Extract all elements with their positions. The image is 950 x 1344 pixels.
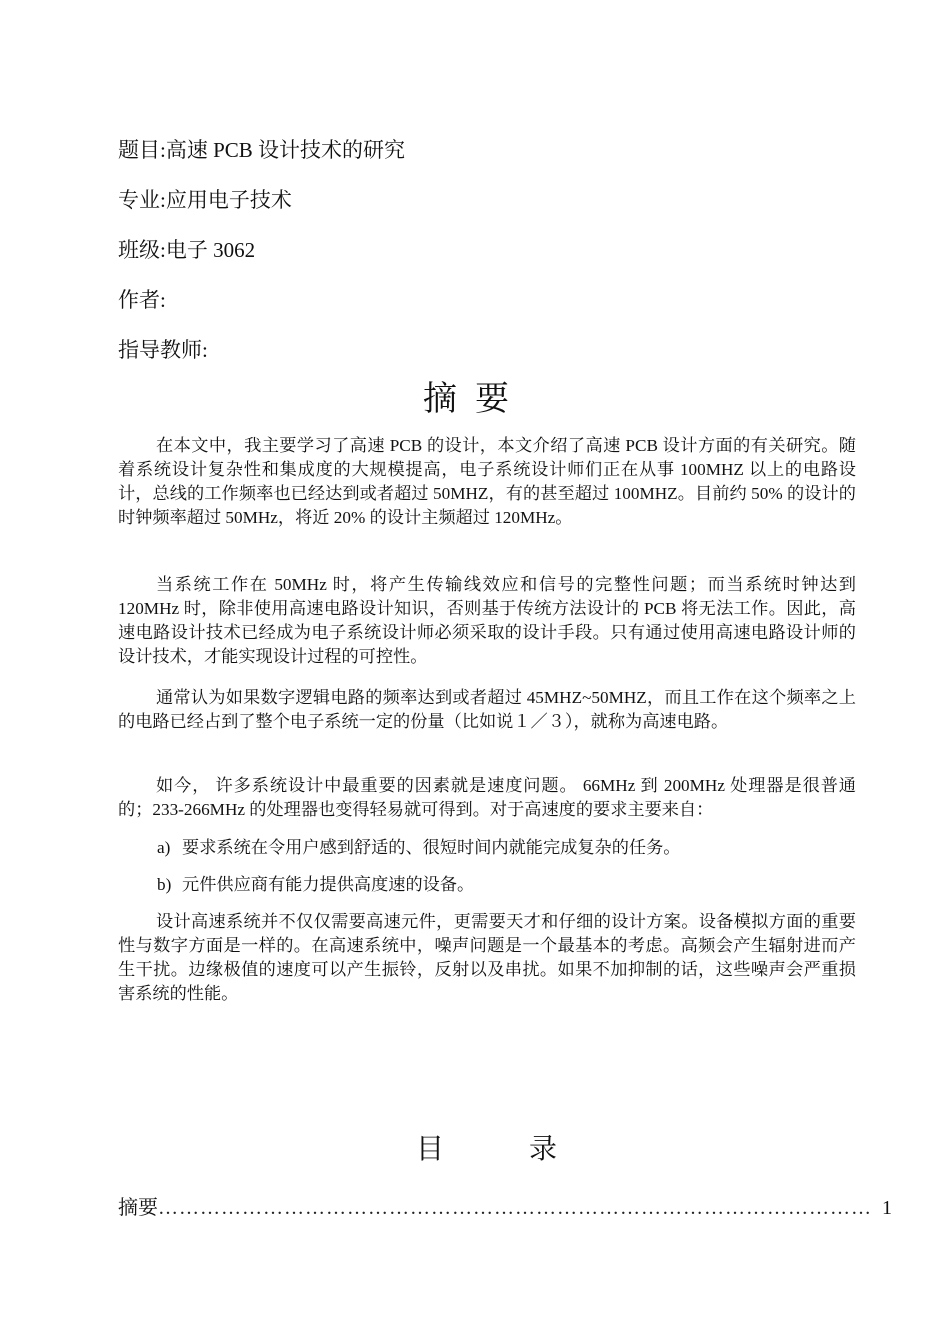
toc-entry-leader: ………………………………………………………………………………………… (158, 1197, 872, 1219)
abstract-paragraph-1: 在本文中，我主要学习了高速 PCB 的设计，本文介绍了高速 PCB 设计方面的有关研究。随着系统设计复杂性和集成度的大规模提高，电子系统设计师们正在从事 100MHZ 以上的电路设计，总线的工作频率也已经达到或者超过 50MHZ，有的甚至超过 100MHZ。目前约 50% 的设计的时钟频率超过 50MHz，将近 20% 的设计主频超过 120MHz。 (118, 436, 856, 527)
toc-entry[interactable] (118, 1195, 892, 1221)
major-line: 专业:应用电子技术 (118, 188, 292, 212)
list-item (157, 836, 857, 860)
author-line: 作者: (118, 288, 166, 312)
list-item-text: 元件供应商有能力提供高度速的设备。 (182, 875, 475, 894)
abstract-closing-paragraph: 设计高速系统并不仅仅需要高速元件，更需要天才和仔细的设计方案。设备模拟方面的重要性与数字方面是一样的。在高速系统中，噪声问题是一个最基本的考虑。高频会产生辐射进而产生干扰。边缘极值的速度可以产生振铃，反射以及串扰。如果不加抑制的话，这些噪声会严重损害系统的性能。 (118, 912, 856, 1003)
toc-heading-right: 录 (529, 1134, 558, 1165)
thesis-title-line: 题目:高速 PCB 设计技术的研究 (118, 138, 406, 162)
advisor-line: 指导教师: (118, 338, 208, 362)
toc-heading-left: 目 (416, 1134, 445, 1165)
toc-entry-page-number: 1 (882, 1197, 892, 1219)
abstract-paragraph-3: 通常认为如果数字逻辑电路的频率达到或者超过 45MHZ~50MHZ，而且工作在这个频率之上的电路已经占到了整个电子系统一定的份量（比如说１／３），就称为高速电路。 (118, 688, 856, 731)
abstract-heading: 摘要 (423, 381, 527, 418)
list-marker: a) (157, 838, 171, 857)
list-item-text: 要求系统在令用户感到舒适的、很短时间内就能完成复杂的任务。 (182, 838, 681, 857)
list-item (157, 873, 857, 897)
abstract-paragraph-4: 如今， 许多系统设计中最重要的因素就是速度问题。 66MHz 到 200MHz 处理器是很普通的；233-266MHz 的处理器也变得轻易就可得到。对于高速度的要求主要来自： (118, 776, 856, 819)
toc-heading (0, 1130, 950, 1170)
abstract-paragraph-2: 当系统工作在 50MHz 时，将产生传输线效应和信号的完整性问题；而当系统时钟达到 120MHz 时，除非使用高速电路设计知识，否则基于传统方法设计的 PCB 将无法工作。因此，高速电路设计技术已经成为电子系统设计师必须采取的设计手段。只有通过使用高速电路设计师的设计技术，才能实现设计过程的可控性。 (118, 575, 856, 666)
toc-entry-label: 摘要 (118, 1197, 158, 1219)
list-marker: b) (157, 875, 172, 894)
class-line: 班级:电子 3062 (118, 238, 256, 262)
